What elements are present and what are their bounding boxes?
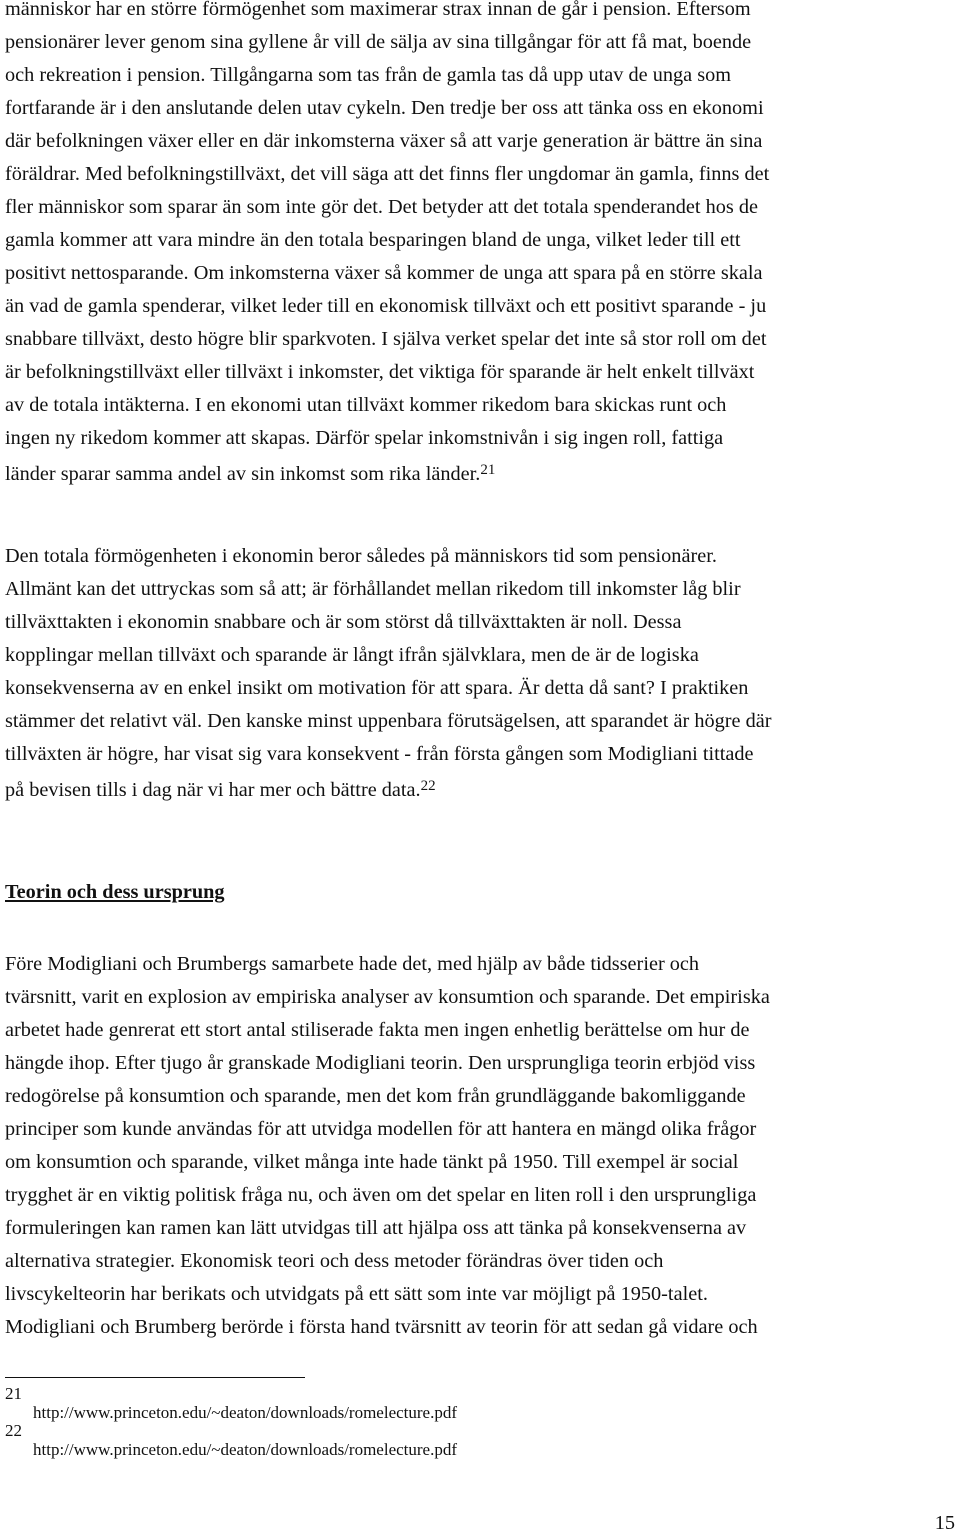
footnote-ref-21[interactable]: 21 <box>480 462 496 478</box>
text-line: är befolkningstillväxt eller tillväxt i inkomster, det viktiga för sparande är helt enkelt tillväxt <box>5 361 755 383</box>
text-line: positivt nettosparande. Om inkomsterna växer så kommer de unga att spara på en större skala <box>5 262 763 284</box>
page-number: 15 <box>934 1512 955 1534</box>
text-line: tillväxttakten i ekonomin snabbare och är som störst då tillväxttakten är noll. Dessa <box>5 611 682 633</box>
text-line: och rekreation i pension. Tillgångarna som tas från de gamla tas då upp utav de unga som <box>5 64 732 86</box>
text-line: tillväxten är högre, har visat sig vara konsekvent - från första gången som Modigliani tittade <box>5 743 754 765</box>
text-line: fortfarande är i den anslutande delen utav cykeln. Den tredje ber oss att tänka oss en ekonomi <box>5 97 764 119</box>
text-line: länder sparar samma andel av sin inkomst som rika länder. <box>5 463 481 485</box>
text-line: trygghet är en viktig politisk fråga nu, och även om det spelar en liten roll i den ursprungliga <box>5 1184 757 1206</box>
footnote-divider <box>5 1377 305 1378</box>
text-line: om konsumtion och sparande, vilket många inte hade tänkt på 1950. Till exempel är social <box>5 1151 739 1173</box>
paragraph-wealth <box>5 540 955 811</box>
text-line: Den totala förmögenheten i ekonomin beror således på människors tid som pensionärer. <box>5 545 717 567</box>
text-line: föräldrar. Med befolkningstillväxt, det vill säga att det finns fler ungdomar än gamla, finns det <box>5 163 770 185</box>
text-line: där befolkningen växer eller en där inkomsterna växer så att varje generation är bättre än sina <box>5 130 763 152</box>
text-line: ingen ny rikedom kommer att skapas. Därför spelar inkomstnivån i sig ingen roll, fattiga <box>5 427 724 449</box>
section-heading: Teorin och dess ursprung <box>5 881 225 903</box>
footnote-link[interactable]: http://www.princeton.edu/~deaton/downloads/romelecture.pdf <box>33 1403 458 1422</box>
text-line: principer som kunde användas för att utvidga modellen för att hantera en mängd olika frågor <box>5 1118 757 1140</box>
footnote-number: 22 <box>5 1421 22 1440</box>
text-line: snabbare tillväxt, desto högre blir sparkvoten. I själva verket spelar det inte så stor roll om det <box>5 328 767 350</box>
text-line: kopplingar mellan tillväxt och sparande är långt ifrån självklara, men de är de logiska <box>5 644 699 666</box>
footnote-link[interactable]: http://www.princeton.edu/~deaton/downloads/romelecture.pdf <box>33 1440 458 1459</box>
text-line: alternativa strategier. Ekonomisk teori och dess metoder förändras över tiden och <box>5 1250 664 1272</box>
text-line: Före Modigliani och Brumbergs samarbete hade det, med hjälp av både tidsserier och <box>5 953 700 975</box>
text-line: redogörelse på konsumtion och sparande, men det kom från grundläggande bakomliggande <box>5 1085 746 1107</box>
text-line: människor har en större förmögenhet som maximerar strax innan de går i pension. Eftersom <box>5 0 751 20</box>
footnote-number: 21 <box>5 1384 22 1403</box>
text-line: fler människor som sparar än som inte gör det. Det betyder att det totala spenderandet hos de <box>5 196 758 218</box>
paragraph-life-cycle-growth <box>5 0 955 495</box>
text-line: Modigliani och Brumberg berörde i första hand tvärsnitt av teorin för att sedan gå vidare och <box>5 1316 758 1338</box>
text-line: livscykelteorin har berikats och utvidgats på ett sätt som inte var möjligt på 1950-talet. <box>5 1283 708 1305</box>
text-line: hängde ihop. Efter tjugo år granskade Modigliani teorin. Den ursprungliga teorin erbjöd viss <box>5 1052 756 1074</box>
text-line: gamla kommer att vara mindre än den totala besparingen bland de unga, vilket leder till ett <box>5 229 741 251</box>
text-line: formuleringen kan ramen kan lätt utvidgas till att hjälpa oss att tänka på konsekvenserna av <box>5 1217 747 1239</box>
footnote-ref-22[interactable]: 22 <box>420 778 436 794</box>
text-line-with-ref <box>5 455 955 495</box>
paragraph-theory-origin <box>5 948 955 1344</box>
text-line: stämmer det relativt väl. Den kanske minst uppenbara förutsägelsen, att sparandet är högre där <box>5 710 772 732</box>
text-line: av de totala intäkterna. I en ekonomi utan tillväxt kommer rikedom bara skickas runt och <box>5 394 727 416</box>
text-line: Allmänt kan det uttryckas som så att; är förhållandet mellan rikedom till inkomster låg blir <box>5 578 741 600</box>
text-line-with-ref <box>5 771 955 811</box>
text-line: på bevisen tills i dag när vi har mer och bättre data. <box>5 779 421 801</box>
text-line: tvärsnitt, varit en explosion av empiriska analyser av konsumtion och sparande. Det empiriska <box>5 986 770 1008</box>
text-line: pensionärer lever genom sina gyllene år vill de sälja av sina tillgångar för att få mat, boende <box>5 31 752 53</box>
text-line: arbetet hade genrerat ett stort antal stiliserade fakta men ingen enhetlig berättelse om hur de <box>5 1019 750 1041</box>
text-line: konsekvenserna av en enkel insikt om motivation för att spara. Är detta då sant? I praktiken <box>5 677 749 699</box>
text-line: än vad de gamla spenderar, vilket leder till en ekonomisk tillväxt och ett positivt sparande - ju <box>5 295 767 317</box>
